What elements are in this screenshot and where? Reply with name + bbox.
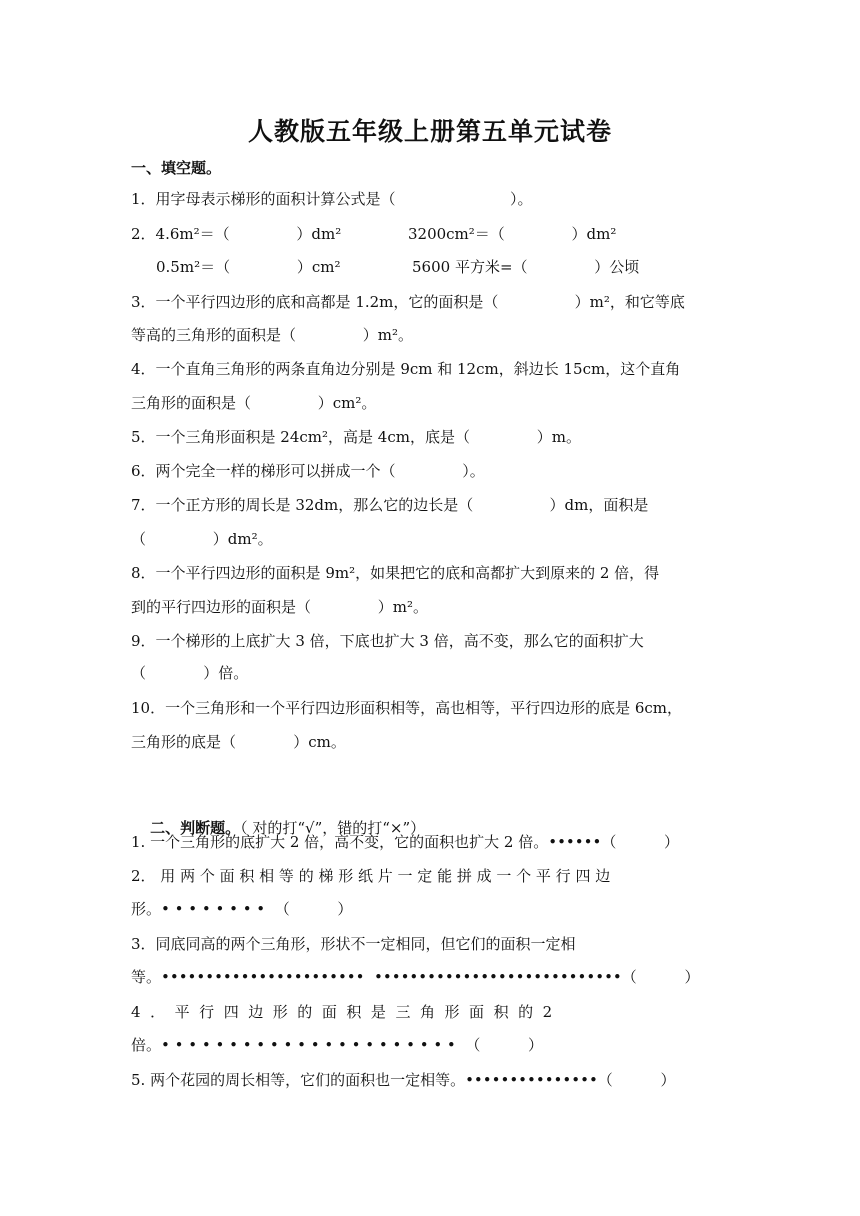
question-line: 8．一个平行四边形的面积是 9m²，如果把它的底和高都扩大到原来的 2 倍，得 [131, 564, 660, 582]
judgement-line: 倍。• • • • • • • • • • • • • • • • • • • • • • （ ） [131, 1036, 543, 1054]
page-title: 人教版五年级上册第五单元试卷 [247, 117, 612, 146]
question-line: 5．一个三角形面积是 24cm²，高是 4cm，底是（ ）m。 [131, 428, 581, 446]
question-line: 三角形的面积是（ ）cm²。 [131, 394, 377, 412]
judgement-line: 等。••••••••••••••••••••••• ••••••••••••••••••••••••••••（ ） [131, 968, 700, 986]
question-line: 2．4.6m²＝（ ）dm² 3200cm²＝（ ）dm² [131, 225, 617, 243]
question-line: 7．一个正方形的周长是 32dm，那么它的边长是（ ）dm，面积是 [131, 496, 649, 514]
question-line: 三角形的底是（ ）cm。 [131, 733, 346, 751]
question-line: 0.5m²＝（ ）cm² 5600 平方米=（ ）公顷 [156, 258, 640, 276]
judgement-line: 5. 两个花园的周长相等，它们的面积也一定相等。•••••••••••••••（ ） [131, 1071, 676, 1089]
question-line: 1．用字母表示梯形的面积计算公式是（ ）。 [131, 190, 533, 208]
section-heading-true-false: 二、判断题。 [150, 819, 241, 837]
judgement-line: 3．同底同高的两个三角形，形状不一定相同，但它们的面积一定相 [131, 935, 576, 953]
section-instruction: （ 对的打“√”，错的打“×”） [240, 819, 426, 837]
question-line: 6．两个完全一样的梯形可以拼成一个（ ）。 [131, 462, 485, 480]
question-line: （ ）dm²。 [131, 530, 273, 548]
judgement-line: 形。• • • • • • • • （ ） [131, 900, 353, 918]
question-line: 4．一个直角三角形的两条直角边分别是 9cm 和 12cm，斜边长 15cm，这个直角 [131, 360, 681, 378]
question-line: （ ）倍。 [131, 664, 249, 682]
question-line: 10．一个三角形和一个平行四边形面积相等，高也相等，平行四边形的底是 6cm， [131, 699, 683, 717]
question-line: 9．一个梯形的上底扩大 3 倍，下底也扩大 3 倍，高不变，那么它的面积扩大 [131, 632, 644, 650]
judgement-line: 2． 用 两 个 面 积 相 等 的 梯 形 纸 片 一 定 能 拼 成 一 个 平 行 四 边 [131, 867, 611, 885]
judgement-line: 1. 一个三角形的底扩大 2 倍，高不变，它的面积也扩大 2 倍。••••••（ ） [131, 833, 680, 851]
question-line: 3．一个平行四边形的底和高都是 1.2m，它的面积是（ ）m²，和它等底 [131, 293, 685, 311]
question-line: 到的平行四边形的面积是（ ）m²。 [131, 598, 428, 616]
judgement-line: 4 ． 平 行 四 边 形 的 面 积 是 三 角 形 面 积 的 2 [131, 1003, 553, 1021]
section-heading-fill-in: 一、填空题。 [131, 159, 222, 177]
question-line: 等高的三角形的面积是（ ）m²。 [131, 326, 413, 344]
